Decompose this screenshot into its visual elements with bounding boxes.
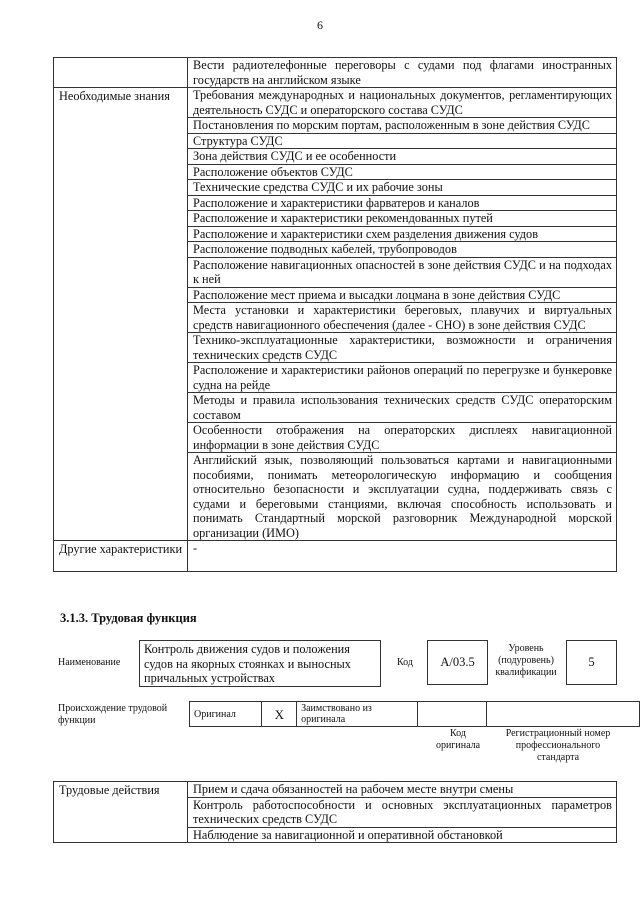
list-item: Особенности отображения на операторских дисплеях навигационной информации в зоне действия СУДС — [188, 423, 617, 453]
reg-caption: Регистрационный номер профессионального стандарта — [505, 728, 611, 763]
section-title: 3.1.3. Трудовая функция — [60, 611, 197, 625]
name-label: Наименование — [58, 657, 121, 668]
labor-actions-label: Трудовые действия — [54, 782, 188, 843]
skill-cell: Вести радиотелефонные переговоры с судами под флагами иностранных государств на английском языке — [188, 58, 617, 88]
list-item: Расположение подводных кабелей, трубопроводов — [188, 242, 617, 258]
level-label: Уровень (подуровень) квалификации — [495, 643, 557, 678]
page-number: 6 — [317, 18, 323, 32]
code-caption: Код оригинала — [435, 728, 481, 751]
list-item: Постановления по морским портам, расположенным в зоне действия СУДС — [188, 118, 617, 134]
code-label: Код — [397, 657, 413, 668]
original-mark: X — [262, 702, 297, 727]
list-item: Расположение мест приема и высадки лоцмана в зоне действия СУДС — [188, 287, 617, 303]
function-code-box: A/03.5 — [427, 640, 488, 685]
table-row — [54, 88, 617, 118]
knowledge-label: Необходимые знания — [54, 88, 188, 541]
list-item: Методы и правила использования технических средств СУДС операторским составом — [188, 393, 617, 423]
table-row — [54, 58, 617, 88]
original-label: Оригинал — [190, 702, 262, 727]
list-item: Расположение и характеристики рекомендованных путей — [188, 211, 617, 227]
table-row — [54, 541, 617, 572]
list-item: Требования международных и национальных документов, регламентирующих деятельность СУДС и операторского состава СУДС — [188, 88, 617, 118]
empty-label-cell — [54, 58, 188, 88]
list-item: Технико-эксплуатационные характеристики, возможности и ограничения технических средств СУДС — [188, 333, 617, 363]
list-item: Места установки и характеристики береговых, плавучих и виртуальных средств навигационного обеспечения (далее - СНО) в зоне действия СУДС — [188, 303, 617, 333]
table-row — [54, 782, 617, 798]
list-item: Расположение и характеристики фарватеров и каналов — [188, 195, 617, 211]
qualification-level-box: 5 — [566, 640, 617, 685]
knowledge-table — [53, 57, 617, 572]
list-item: Структура СУДС — [188, 133, 617, 149]
list-item: Наблюдение за навигационной и оперативной обстановкой — [188, 827, 617, 843]
list-item: Зона действия СУДС и ее особенности — [188, 149, 617, 165]
list-item: Прием и сдача обязанностей на рабочем месте внутри смены — [188, 782, 617, 798]
borrowed-label: Заимствовано из оригинала — [297, 702, 418, 727]
function-name-box: Контроль движения судов и положения судов на якорных стоянках и выносных причальных устройствах — [139, 640, 381, 687]
registration-number-cell — [487, 702, 640, 727]
list-item: Расположение объектов СУДС — [188, 164, 617, 180]
list-item: Контроль работоспособности и основных эксплуатационных параметров технических средств СУДС — [188, 797, 617, 827]
other-characteristics-label: Другие характеристики — [54, 541, 188, 572]
list-item: Расположение и характеристики районов операций по перегрузке и бункеровке судна на рейде — [188, 363, 617, 393]
origin-table — [189, 701, 640, 727]
origin-label: Происхождение трудовой функции — [58, 703, 168, 726]
original-code-cell — [417, 702, 487, 727]
list-item: Технические средства СУДС и их рабочие зоны — [188, 180, 617, 196]
list-item: Английский язык, позволяющий пользоваться картами и навигационными пособиями, понимать метеорологическую информацию и сообщения относительно безопасности и эксплуатации судна, поддерживать связь с судами и береговыми станциями, включая способность использовать и понимать Стандартный морской разговорник Международной морской организации (ИМО) — [188, 453, 617, 541]
list-item: Расположение навигационных опасностей в зоне действия СУДС и на подходах к ней — [188, 257, 617, 287]
other-characteristics-value: - — [188, 541, 617, 572]
labor-actions-table — [53, 781, 617, 843]
list-item: Расположение и характеристики схем разделения движения судов — [188, 226, 617, 242]
